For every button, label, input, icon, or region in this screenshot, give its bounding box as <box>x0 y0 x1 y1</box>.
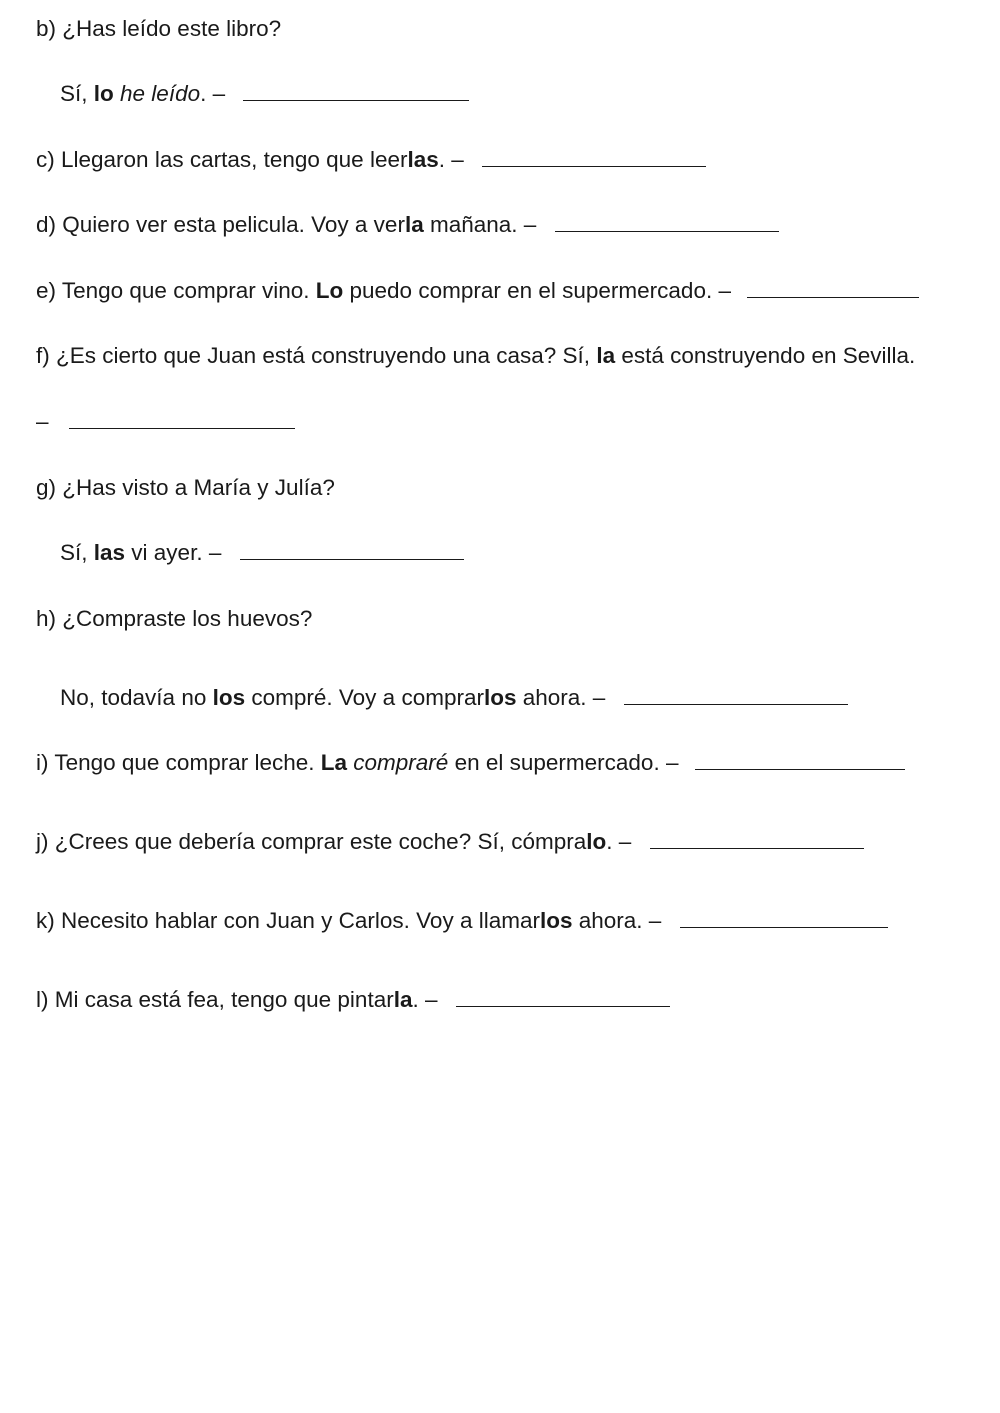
question-e-text: e) Tengo que comprar vino. <box>36 278 316 303</box>
verb-italic: compraré <box>353 750 449 775</box>
pronoun-highlight: los <box>483 685 517 710</box>
answer-b-text: Sí, <box>60 81 94 106</box>
answer-f <box>36 407 295 437</box>
pronoun-highlight: Lo <box>315 278 344 303</box>
question-b <box>36 14 281 44</box>
question-g-text: g) ¿Has visto a María y Julía? <box>36 475 335 500</box>
question-c-text: c) Llegaron las cartas, tengo que leer <box>36 147 408 172</box>
question-f-rest: está construyendo en Sevilla. <box>615 343 916 368</box>
answer-h-rest: ahora. – <box>516 685 606 710</box>
answer-b-dash: . – <box>200 81 226 106</box>
answer-blank-b[interactable] <box>243 80 469 101</box>
answer-g <box>60 538 464 568</box>
answer-f-dash: – <box>36 409 49 434</box>
pronoun-highlight: los <box>539 908 573 933</box>
question-l-text: l) Mi casa está fea, tengo que pintar <box>36 987 394 1012</box>
question-l-dash: . – <box>412 987 438 1012</box>
answer-g-rest: vi ayer. – <box>125 540 222 565</box>
question-i-rest: en el supermercado. – <box>448 750 679 775</box>
pronoun-highlight: las <box>407 147 439 172</box>
answer-blank-k[interactable] <box>680 907 888 928</box>
pronoun-highlight: lo <box>93 81 114 106</box>
question-g <box>36 473 335 503</box>
question-e <box>36 276 919 306</box>
question-j-text: j) ¿Crees que debería comprar este coche? Sí, cómpra <box>36 829 587 854</box>
answer-blank-f[interactable] <box>69 408 295 429</box>
pronoun-highlight: lo <box>586 829 607 854</box>
question-b-text: b) ¿Has leído este libro? <box>36 16 282 41</box>
answer-blank-d[interactable] <box>555 211 779 232</box>
question-k-rest: ahora. – <box>572 908 662 933</box>
answer-h-middle: compré. Voy a comprar <box>245 685 484 710</box>
pronoun-highlight: la <box>596 343 616 368</box>
answer-blank-g[interactable] <box>240 539 464 560</box>
pronoun-highlight: la <box>393 987 413 1012</box>
question-f <box>36 341 915 371</box>
pronoun-highlight: las <box>93 540 126 565</box>
question-j-dash: . – <box>606 829 632 854</box>
answer-b <box>60 79 469 109</box>
answer-g-text: Sí, <box>60 540 94 565</box>
pronoun-highlight: La <box>320 750 348 775</box>
verb-italic: he leído <box>120 81 201 106</box>
question-d-rest: mañana. – <box>423 212 537 237</box>
answer-h <box>60 683 848 713</box>
answer-blank-j[interactable] <box>650 828 864 849</box>
question-k <box>36 906 888 936</box>
question-l <box>36 985 670 1015</box>
question-d-text: d) Quiero ver esta pelicula. Voy a ver <box>36 212 405 237</box>
answer-blank-l[interactable] <box>456 986 670 1007</box>
question-i-text: i) Tengo que comprar leche. <box>36 750 321 775</box>
question-e-rest: puedo comprar en el supermercado. – <box>343 278 731 303</box>
answer-blank-i[interactable] <box>695 749 905 770</box>
answer-h-text: No, todavía no <box>60 685 213 710</box>
question-h-text: h) ¿Compraste los huevos? <box>36 606 313 631</box>
question-f-text: f) ¿Es cierto que Juan está construyendo una casa? Sí, <box>36 343 597 368</box>
question-d <box>36 210 779 240</box>
question-i <box>36 748 905 778</box>
answer-blank-h[interactable] <box>624 684 848 705</box>
question-h <box>36 604 312 634</box>
answer-blank-e[interactable] <box>747 277 919 298</box>
question-c-dash: . – <box>438 147 464 172</box>
question-c <box>36 145 706 175</box>
pronoun-highlight: los <box>212 685 246 710</box>
answer-blank-c[interactable] <box>482 146 706 167</box>
question-k-text: k) Necesito hablar con Juan y Carlos. Voy a llamar <box>36 908 540 933</box>
question-j <box>36 827 864 857</box>
pronoun-highlight: la <box>404 212 424 237</box>
